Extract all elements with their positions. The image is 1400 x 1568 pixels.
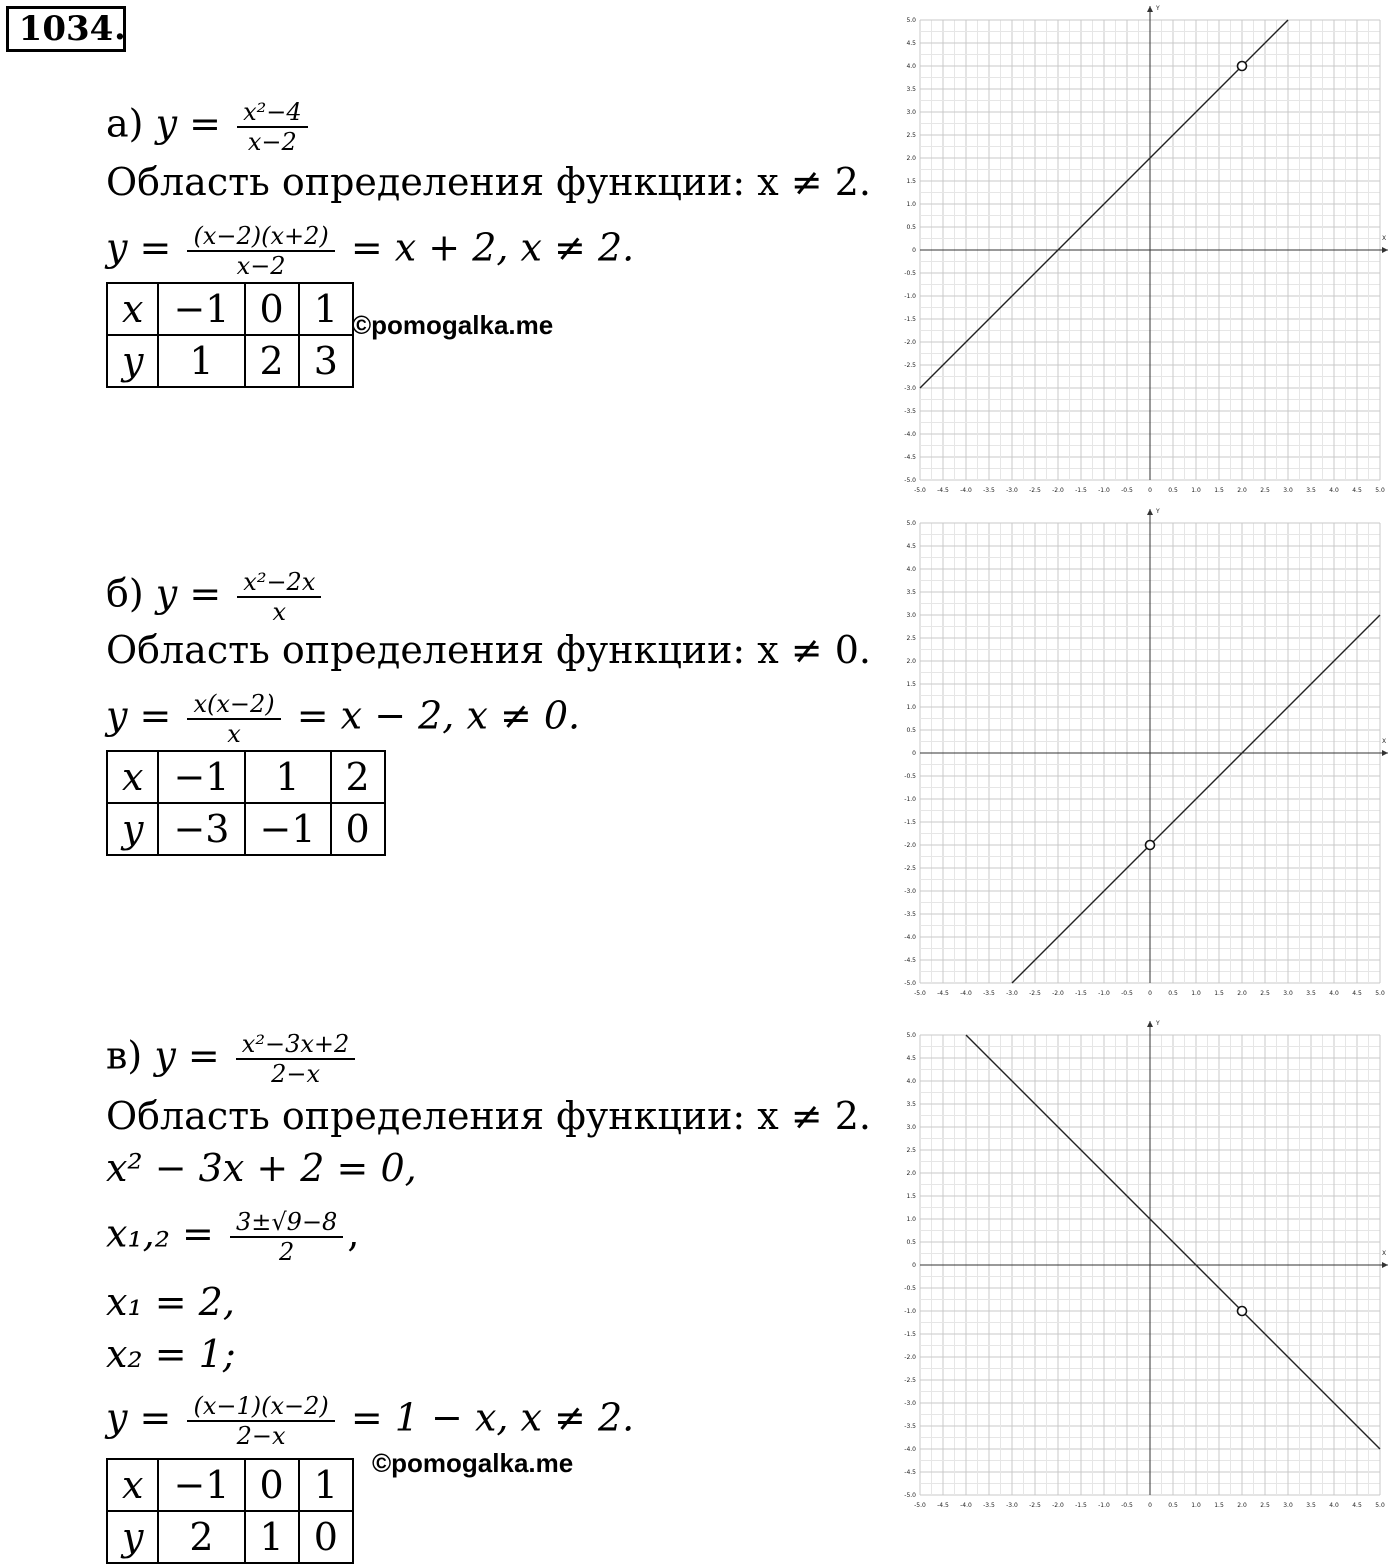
x-tick-label: -4.0	[960, 487, 972, 494]
y-tick-label: 0	[912, 1262, 916, 1269]
y-tick-label: 0	[912, 750, 916, 757]
y-tick-label: -5.0	[904, 477, 916, 484]
x-tick-label: 4.5	[1352, 487, 1362, 494]
x-tick-label: -3.0	[1006, 487, 1018, 494]
x-tick-label: 0	[1148, 1502, 1152, 1509]
table-cell: 1	[245, 751, 331, 803]
table-cell: 1	[299, 1459, 353, 1511]
part-c	[106, 1018, 871, 1568]
x-tick-label: 4.0	[1329, 487, 1339, 494]
y-tick-label: 2.0	[906, 155, 916, 162]
y-tick-label: 4.0	[906, 63, 916, 70]
y-tick-label: -2.0	[904, 1354, 916, 1361]
y-tick-label: -0.5	[904, 1285, 916, 1292]
y-tick-label: -2.5	[904, 362, 916, 369]
y-tick-label: 3.5	[906, 589, 916, 596]
y-tick-label: 1.0	[906, 201, 916, 208]
part-c-roots-fraction	[230, 1208, 343, 1266]
part-b-label: б)	[106, 571, 144, 616]
x-tick-label: -2.0	[1052, 990, 1064, 997]
x-tick-label: -5.0	[914, 1502, 926, 1509]
part-c-roots-num: 3±√9−8	[230, 1208, 343, 1238]
y-tick-label: 3.0	[906, 1124, 916, 1131]
table-cell: y	[107, 1511, 158, 1563]
part-b-simp-lhs: y =	[106, 693, 172, 738]
y-tick-label: 1.0	[906, 1216, 916, 1223]
part-c-fraction	[236, 1030, 355, 1088]
x-tick-label: -0.5	[1121, 487, 1133, 494]
x-tick-label: 3.0	[1283, 990, 1293, 997]
y-tick-label: -1.0	[904, 796, 916, 803]
y-tick-label: -4.0	[904, 431, 916, 438]
part-c-simp-num: (x−1)(x−2)	[187, 1392, 334, 1422]
x-tick-label: -1.0	[1098, 990, 1110, 997]
table-cell: 0	[331, 803, 385, 855]
problem-number: 1034	[6, 6, 126, 52]
part-b-simp-den: x	[227, 720, 241, 748]
x-tick-label: -1.5	[1075, 1502, 1087, 1509]
x-tick-label: 5.0	[1375, 1502, 1385, 1509]
x-tick-label: 2.0	[1237, 990, 1247, 997]
y-tick-label: -0.5	[904, 773, 916, 780]
watermark-top: ©pomogalka.me	[352, 310, 554, 340]
y-tick-label: 0.5	[906, 224, 916, 231]
x-tick-label: 3.5	[1306, 990, 1316, 997]
part-c-label: в)	[106, 1033, 143, 1078]
y-tick-label: 2.5	[906, 132, 916, 139]
y-tick-label: 2.0	[906, 1170, 916, 1177]
y-tick-label: 4.5	[906, 543, 916, 550]
x-tick-label: 2.5	[1260, 1502, 1270, 1509]
y-tick-label: -1.5	[904, 316, 916, 323]
y-tick-label: 1.5	[906, 1193, 916, 1200]
y-tick-label: 5.0	[906, 520, 916, 527]
part-a-simp-rhs: = x + 2, x ≠ 2.	[350, 225, 635, 270]
table-row	[107, 803, 385, 855]
y-axis-label: Y	[1156, 1020, 1160, 1027]
x-tick-label: 1.0	[1191, 1502, 1201, 1509]
y-tick-label: 0.5	[906, 727, 916, 734]
y-tick-label: 3.0	[906, 109, 916, 116]
part-a-function	[106, 98, 312, 156]
y-tick-label: 1.0	[906, 704, 916, 711]
x-tick-label: 0	[1148, 487, 1152, 494]
part-a-simp-den: x−2	[236, 252, 286, 280]
y-tick-label: 3.5	[906, 86, 916, 93]
y-tick-label: -5.0	[904, 980, 916, 987]
table-cell: x	[107, 1459, 158, 1511]
part-c-roots	[106, 1208, 359, 1266]
y-tick-label: 1.5	[906, 178, 916, 185]
y-axis-label: Y	[1156, 5, 1160, 12]
part-c-y-eq: y =	[154, 1033, 220, 1078]
x-tick-label: 2.0	[1237, 1502, 1247, 1509]
y-tick-label: 3.0	[906, 612, 916, 619]
y-tick-label: -3.5	[904, 408, 916, 415]
x-tick-label: -3.5	[983, 990, 995, 997]
part-a-fraction	[237, 98, 308, 156]
x-tick-label: 1.5	[1214, 990, 1224, 997]
x-axis-label: X	[1382, 235, 1387, 242]
part-b-value-table	[106, 750, 386, 856]
x-tick-label: 4.5	[1352, 1502, 1362, 1509]
x-tick-label: 2.5	[1260, 990, 1270, 997]
x-tick-label: 1.0	[1191, 487, 1201, 494]
part-c-roots-tail: ,	[347, 1211, 360, 1256]
y-tick-label: -1.0	[904, 1308, 916, 1315]
y-axis-arrow	[1147, 509, 1153, 515]
x-tick-label: 1.5	[1214, 1502, 1224, 1509]
table-cell: 0	[245, 283, 299, 335]
part-b-y-eq: y =	[155, 571, 222, 616]
part-c-function	[106, 1030, 359, 1088]
x-tick-label: -0.5	[1121, 1502, 1133, 1509]
x-tick-label: 3.0	[1283, 487, 1293, 494]
x-tick-label: -3.0	[1006, 990, 1018, 997]
y-tick-label: -1.5	[904, 819, 916, 826]
table-cell: −1	[158, 1459, 244, 1511]
part-b-function	[106, 568, 325, 626]
part-a-frac-den: x−2	[247, 128, 297, 156]
x-tick-label: -1.0	[1098, 487, 1110, 494]
x-tick-label: 3.5	[1306, 1502, 1316, 1509]
x-tick-label: -3.5	[983, 487, 995, 494]
part-b	[106, 556, 871, 876]
part-c-roots-lhs: x₁,₂ =	[106, 1211, 214, 1256]
table-cell: 3	[299, 335, 353, 387]
y-axis-label: Y	[1156, 508, 1160, 515]
table-cell: 2	[331, 751, 385, 803]
y-tick-label: -3.5	[904, 1423, 916, 1430]
part-c-frac-num: x²−3x+2	[236, 1030, 355, 1060]
y-tick-label: 3.5	[906, 1101, 916, 1108]
part-b-fraction	[237, 568, 321, 626]
table-cell: −1	[158, 283, 244, 335]
x-axis-arrow	[1382, 750, 1388, 756]
part-c-simp-den: 2−x	[236, 1422, 286, 1450]
x-tick-label: 4.0	[1329, 990, 1339, 997]
x-tick-label: -4.0	[960, 1502, 972, 1509]
table-row	[107, 335, 353, 387]
part-a	[106, 86, 871, 406]
y-tick-label: -4.5	[904, 1469, 916, 1476]
y-tick-label: 0	[912, 247, 916, 254]
x-tick-label: 0.5	[1168, 1502, 1178, 1509]
x-tick-label: 4.5	[1352, 990, 1362, 997]
table-cell: −1	[158, 751, 244, 803]
part-a-frac-num: x²−4	[237, 98, 308, 128]
part-a-simp-num: (x−2)(x+2)	[187, 222, 334, 252]
x-tick-label: -4.5	[937, 990, 949, 997]
part-c-simp-rhs: = 1 − x, x ≠ 2.	[350, 1395, 635, 1440]
x-tick-label: -4.0	[960, 990, 972, 997]
x-tick-label: -5.0	[914, 487, 926, 494]
excluded-point	[1238, 62, 1247, 71]
y-tick-label: 2.5	[906, 1147, 916, 1154]
y-tick-label: 2.5	[906, 635, 916, 642]
x-tick-label: -2.0	[1052, 1502, 1064, 1509]
part-a-label: а)	[106, 101, 144, 146]
y-tick-label: -1.5	[904, 1331, 916, 1338]
part-a-simp-lhs: y =	[106, 225, 172, 270]
y-tick-label: -3.0	[904, 888, 916, 895]
problem-number-dot: .	[114, 8, 126, 48]
y-tick-label: -2.5	[904, 1377, 916, 1384]
y-axis-arrow	[1147, 6, 1153, 12]
part-b-simplified	[106, 690, 580, 748]
graph-part-c	[896, 1015, 1400, 1515]
x-tick-label: 2.5	[1260, 487, 1270, 494]
table-cell: 0	[245, 1459, 299, 1511]
part-c-x1: x₁ = 2,	[106, 1280, 235, 1324]
y-tick-label: -3.0	[904, 1400, 916, 1407]
part-c-simp-fraction	[187, 1392, 334, 1450]
table-cell: 2	[245, 335, 299, 387]
y-tick-label: -4.0	[904, 934, 916, 941]
part-b-simp-rhs: = x − 2, x ≠ 0.	[296, 693, 581, 738]
table-row	[107, 1511, 353, 1563]
part-a-value-table	[106, 282, 354, 388]
table-cell: y	[107, 335, 158, 387]
watermark-bottom: ©pomogalka.me	[372, 1448, 574, 1478]
y-tick-label: -1.0	[904, 293, 916, 300]
x-tick-label: 0.5	[1168, 487, 1178, 494]
x-tick-label: 1.0	[1191, 990, 1201, 997]
x-tick-label: -1.0	[1098, 1502, 1110, 1509]
y-tick-label: -4.0	[904, 1446, 916, 1453]
part-b-frac-num: x²−2x	[237, 568, 321, 598]
part-c-value-table	[106, 1458, 354, 1564]
table-cell: 1	[299, 283, 353, 335]
part-c-roots-den: 2	[279, 1238, 295, 1266]
x-tick-label: -5.0	[914, 990, 926, 997]
x-tick-label: -1.5	[1075, 487, 1087, 494]
part-b-frac-den: x	[272, 598, 287, 626]
table-cell: −1	[245, 803, 331, 855]
x-tick-label: 5.0	[1375, 487, 1385, 494]
y-tick-label: 2.0	[906, 658, 916, 665]
part-a-domain: Область определения функции: x ≠ 2.	[106, 160, 871, 204]
x-tick-label: 4.0	[1329, 1502, 1339, 1509]
x-tick-label: 0.5	[1168, 990, 1178, 997]
table-cell: 1	[158, 335, 244, 387]
part-b-simp-fraction	[187, 690, 280, 748]
y-tick-label: 4.5	[906, 40, 916, 47]
x-axis-label: X	[1382, 1250, 1387, 1257]
x-tick-label: -3.5	[983, 1502, 995, 1509]
y-tick-label: 0.5	[906, 1239, 916, 1246]
y-tick-label: -3.0	[904, 385, 916, 392]
table-cell: 2	[158, 1511, 244, 1563]
x-tick-label: 3.5	[1306, 487, 1316, 494]
x-tick-label: -3.0	[1006, 1502, 1018, 1509]
x-axis-label: X	[1382, 738, 1387, 745]
x-axis-arrow	[1382, 247, 1388, 253]
y-tick-label: 4.5	[906, 1055, 916, 1062]
x-tick-label: 5.0	[1375, 990, 1385, 997]
graph-part-b	[896, 503, 1400, 1003]
excluded-point	[1238, 1307, 1247, 1316]
table-cell: 0	[299, 1511, 353, 1563]
x-tick-label: -4.5	[937, 1502, 949, 1509]
graph-part-a	[896, 0, 1400, 500]
part-b-simp-num: x(x−2)	[187, 690, 280, 720]
part-a-y-eq: y =	[155, 101, 221, 146]
table-cell: x	[107, 751, 158, 803]
table-cell: x	[107, 283, 158, 335]
x-tick-label: -2.5	[1029, 1502, 1041, 1509]
x-tick-label: -1.5	[1075, 990, 1087, 997]
x-tick-label: -2.5	[1029, 990, 1041, 997]
part-c-simplified	[106, 1392, 634, 1450]
part-c-equation: x² − 3x + 2 = 0,	[106, 1146, 417, 1190]
x-tick-label: 0	[1148, 990, 1152, 997]
table-cell: 1	[245, 1511, 299, 1563]
x-tick-label: 3.0	[1283, 1502, 1293, 1509]
y-tick-label: -2.0	[904, 842, 916, 849]
x-tick-label: -0.5	[1121, 990, 1133, 997]
excluded-point	[1146, 841, 1155, 850]
y-tick-label: 4.0	[906, 1078, 916, 1085]
y-tick-label: -4.5	[904, 957, 916, 964]
part-c-frac-den: 2−x	[271, 1060, 320, 1088]
x-tick-label: -4.5	[937, 487, 949, 494]
table-row	[107, 283, 353, 335]
part-c-domain: Область определения функции: x ≠ 2.	[106, 1094, 871, 1138]
y-axis-arrow	[1147, 1021, 1153, 1027]
y-tick-label: -5.0	[904, 1492, 916, 1499]
part-a-simp-fraction	[187, 222, 334, 280]
y-tick-label: -3.5	[904, 911, 916, 918]
y-tick-label: 5.0	[906, 17, 916, 24]
table-cell: y	[107, 803, 158, 855]
y-tick-label: -0.5	[904, 270, 916, 277]
x-tick-label: 2.0	[1237, 487, 1247, 494]
x-axis-arrow	[1382, 1262, 1388, 1268]
y-tick-label: 4.0	[906, 566, 916, 573]
part-c-x2: x₂ = 1;	[106, 1332, 236, 1376]
x-tick-label: 1.5	[1214, 487, 1224, 494]
table-row	[107, 751, 385, 803]
part-a-simplified	[106, 222, 634, 280]
y-tick-label: -2.0	[904, 339, 916, 346]
table-cell: −3	[158, 803, 244, 855]
y-tick-label: 1.5	[906, 681, 916, 688]
x-tick-label: -2.0	[1052, 487, 1064, 494]
part-c-simp-lhs: y =	[106, 1395, 172, 1440]
table-row	[107, 1459, 353, 1511]
x-tick-label: -2.5	[1029, 487, 1041, 494]
part-b-domain: Область определения функции: x ≠ 0.	[106, 628, 871, 672]
y-tick-label: 5.0	[906, 1032, 916, 1039]
y-tick-label: -4.5	[904, 454, 916, 461]
y-tick-label: -2.5	[904, 865, 916, 872]
